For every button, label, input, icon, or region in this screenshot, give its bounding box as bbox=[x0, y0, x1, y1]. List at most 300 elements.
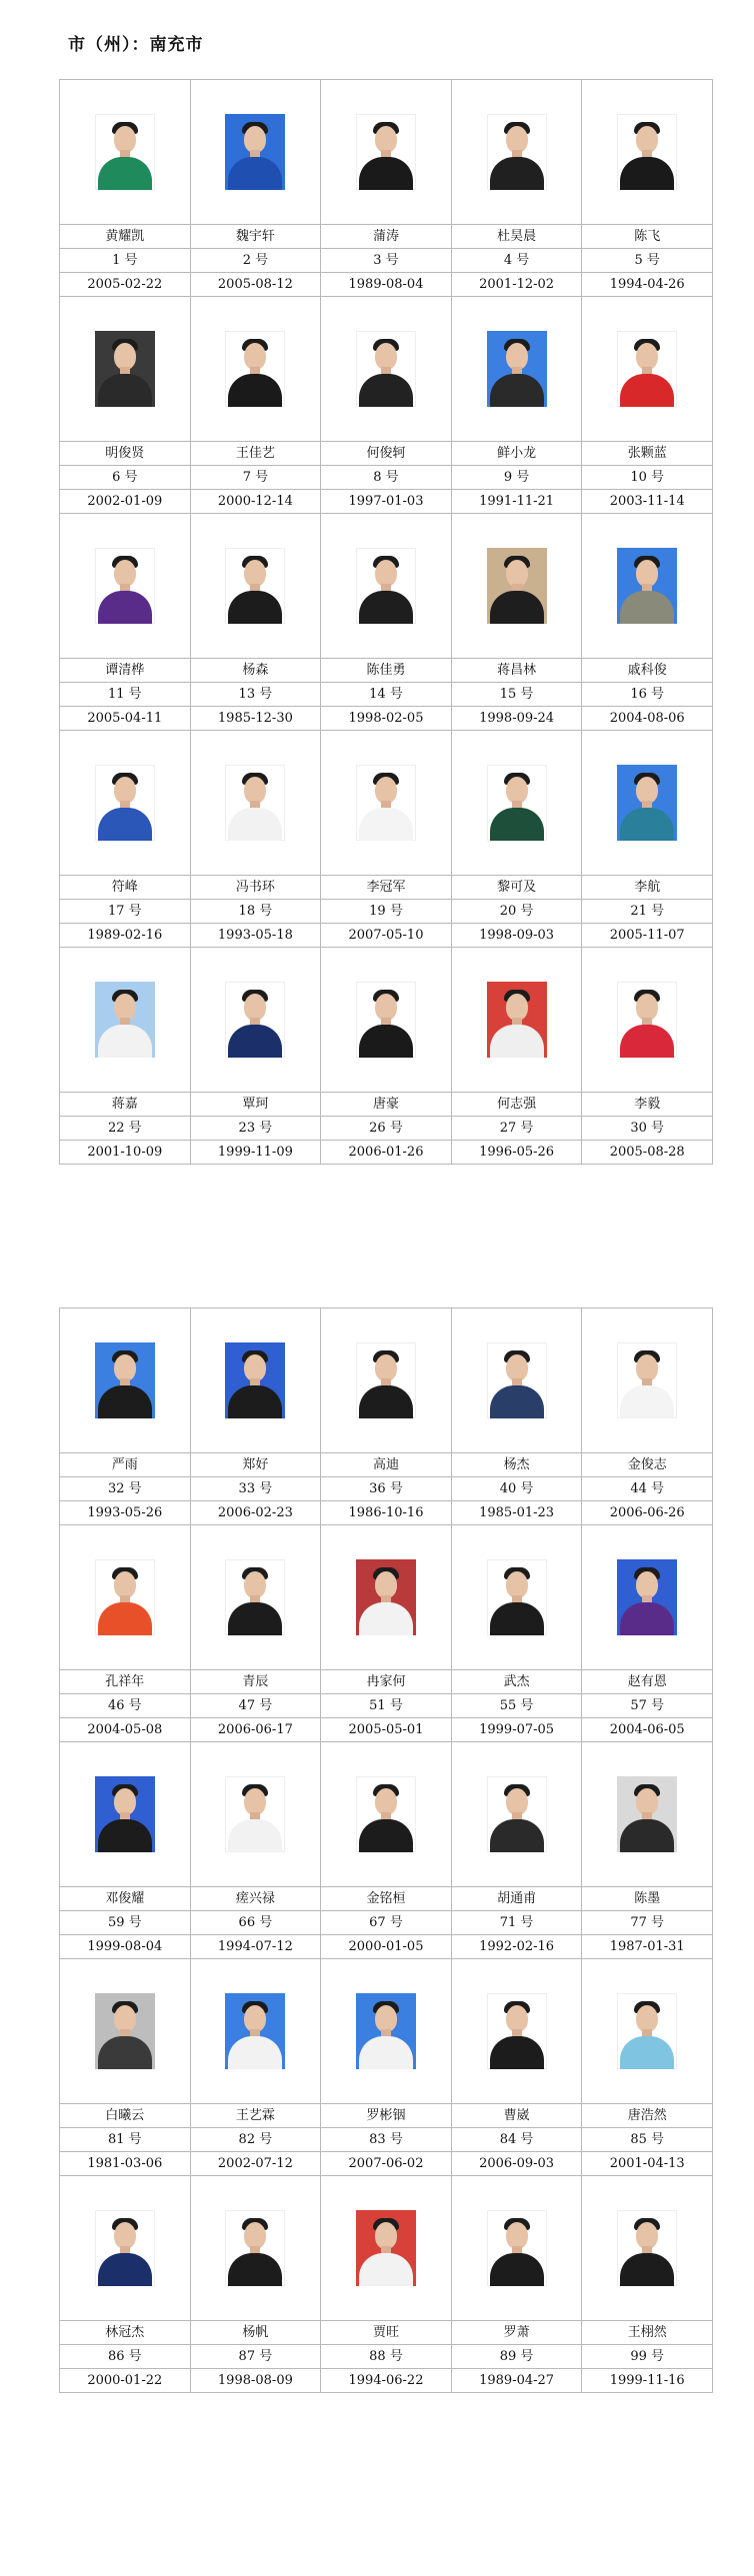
portrait-head bbox=[375, 1788, 397, 1815]
player-name: 白曦云 bbox=[60, 2104, 190, 2128]
player-number: 84 号 bbox=[452, 2128, 582, 2152]
player-number: 14 号 bbox=[321, 683, 451, 707]
player-number: 71 号 bbox=[452, 1911, 582, 1935]
portrait-head bbox=[506, 1788, 528, 1815]
player-name: 谭清桦 bbox=[60, 659, 190, 683]
player-name: 胡通甫 bbox=[452, 1887, 582, 1911]
player-dob: 2001-04-13 bbox=[609, 2156, 685, 2171]
player-photo bbox=[225, 331, 285, 407]
portrait-body bbox=[490, 2036, 544, 2069]
player-card bbox=[582, 1959, 713, 2176]
player-card bbox=[321, 80, 452, 297]
player-photo-cell bbox=[582, 1525, 712, 1670]
portrait-body bbox=[359, 1385, 413, 1418]
portrait-head bbox=[636, 126, 658, 153]
player-dob: 1987-01-31 bbox=[609, 1939, 685, 1954]
player-number: 82 号 bbox=[191, 2128, 321, 2152]
player-name: 贾旺 bbox=[321, 2321, 451, 2345]
player-photo bbox=[225, 1342, 285, 1418]
player-dob: 1993-05-26 bbox=[87, 1505, 163, 1520]
player-photo bbox=[356, 331, 416, 407]
portrait-head bbox=[244, 1571, 266, 1598]
player-name: 罗萧 bbox=[452, 2321, 582, 2345]
player-number: 21 号 bbox=[582, 900, 712, 924]
player-name: 符峰 bbox=[60, 876, 190, 900]
portrait-head bbox=[244, 1354, 266, 1381]
player-photo-cell bbox=[191, 1742, 321, 1887]
player-name: 蒲涛 bbox=[321, 225, 451, 249]
player-name: 蒋昌林 bbox=[452, 659, 582, 683]
player-photo bbox=[95, 1342, 155, 1418]
portrait-head bbox=[506, 994, 528, 1021]
player-photo-cell bbox=[582, 1742, 712, 1887]
player-dob: 1989-02-16 bbox=[87, 928, 163, 943]
player-photo-cell bbox=[60, 948, 190, 1093]
player-photo bbox=[617, 331, 677, 407]
player-number: 59 号 bbox=[60, 1911, 190, 1935]
portrait-head bbox=[636, 1354, 658, 1381]
player-dob: 1991-11-21 bbox=[479, 494, 555, 509]
portrait-body bbox=[359, 157, 413, 190]
player-photo bbox=[487, 1559, 547, 1635]
player-name: 李航 bbox=[582, 876, 712, 900]
player-number: 4 号 bbox=[452, 249, 582, 273]
player-photo bbox=[356, 2210, 416, 2286]
player-name: 邓俊耀 bbox=[60, 1887, 190, 1911]
portrait-head bbox=[506, 1354, 528, 1381]
portrait-body bbox=[620, 808, 674, 841]
player-number: 7 号 bbox=[191, 466, 321, 490]
portrait-head bbox=[114, 2222, 136, 2249]
player-number: 1 号 bbox=[60, 249, 190, 273]
portrait-body bbox=[228, 2253, 282, 2286]
player-name: 武杰 bbox=[452, 1670, 582, 1694]
player-dob: 1994-07-12 bbox=[217, 1939, 293, 1954]
player-name: 孔祥年 bbox=[60, 1670, 190, 1694]
portrait-head bbox=[244, 343, 266, 370]
player-card bbox=[452, 297, 583, 514]
player-number: 85 号 bbox=[582, 2128, 712, 2152]
portrait-head bbox=[375, 2005, 397, 2032]
player-dob: 1986-10-16 bbox=[348, 1505, 424, 1520]
player-dob: 1989-08-04 bbox=[348, 277, 424, 292]
player-photo-cell bbox=[452, 2176, 582, 2321]
player-photo-cell bbox=[452, 1742, 582, 1887]
player-name: 何俊轲 bbox=[321, 442, 451, 466]
portrait-body bbox=[228, 1025, 282, 1058]
player-number: 10 号 bbox=[582, 466, 712, 490]
portrait-body bbox=[98, 1025, 152, 1058]
player-dob: 1985-01-23 bbox=[479, 1505, 555, 1520]
player-number: 88 号 bbox=[321, 2345, 451, 2369]
player-card bbox=[452, 514, 583, 731]
player-dob: 1994-06-22 bbox=[348, 2373, 424, 2388]
portrait-head bbox=[114, 126, 136, 153]
portrait-head bbox=[375, 560, 397, 587]
player-photo bbox=[617, 982, 677, 1058]
player-card bbox=[452, 1742, 583, 1959]
player-dob: 2005-08-28 bbox=[609, 1145, 685, 1160]
player-photo bbox=[225, 548, 285, 624]
player-name: 王佳艺 bbox=[191, 442, 321, 466]
player-photo bbox=[95, 114, 155, 190]
player-photo-cell bbox=[321, 80, 451, 225]
player-number: 77 号 bbox=[582, 1911, 712, 1935]
player-name: 青辰 bbox=[191, 1670, 321, 1694]
player-photo bbox=[487, 2210, 547, 2286]
player-number: 17 号 bbox=[60, 900, 190, 924]
player-card bbox=[321, 1308, 452, 1525]
portrait-body bbox=[359, 1602, 413, 1635]
player-number: 2 号 bbox=[191, 249, 321, 273]
player-name: 陈墨 bbox=[582, 1887, 712, 1911]
portrait-head bbox=[375, 1571, 397, 1598]
player-photo bbox=[487, 765, 547, 841]
portrait-body bbox=[98, 157, 152, 190]
player-photo-cell bbox=[321, 297, 451, 442]
player-dob: 1993-05-18 bbox=[217, 928, 293, 943]
player-card bbox=[191, 2176, 322, 2393]
player-photo-cell bbox=[452, 1308, 582, 1453]
player-photo-cell bbox=[60, 731, 190, 876]
player-photo bbox=[617, 1993, 677, 2069]
player-number: 26 号 bbox=[321, 1117, 451, 1141]
player-photo-cell bbox=[582, 2176, 712, 2321]
player-name: 蒋嘉 bbox=[60, 1093, 190, 1117]
player-photo-cell bbox=[582, 948, 712, 1093]
player-photo-cell bbox=[582, 297, 712, 442]
portrait-body bbox=[228, 374, 282, 407]
player-photo-cell bbox=[191, 948, 321, 1093]
player-photo bbox=[487, 331, 547, 407]
player-card bbox=[321, 297, 452, 514]
player-card bbox=[452, 1525, 583, 1742]
player-photo-cell bbox=[191, 297, 321, 442]
player-dob: 1999-11-16 bbox=[609, 2373, 685, 2388]
player-name: 李毅 bbox=[582, 1093, 712, 1117]
player-photo bbox=[356, 1776, 416, 1852]
portrait-body bbox=[490, 374, 544, 407]
player-photo bbox=[95, 548, 155, 624]
portrait-head bbox=[375, 1354, 397, 1381]
player-number: 67 号 bbox=[321, 1911, 451, 1935]
player-card bbox=[60, 514, 191, 731]
player-card bbox=[191, 297, 322, 514]
portrait-head bbox=[375, 777, 397, 804]
player-dob: 1994-04-26 bbox=[609, 277, 685, 292]
player-photo-cell bbox=[582, 1308, 712, 1453]
player-card bbox=[582, 731, 713, 948]
portrait-head bbox=[114, 1354, 136, 1381]
player-dob: 2004-05-08 bbox=[87, 1722, 163, 1737]
player-photo-cell bbox=[191, 1959, 321, 2104]
player-photo bbox=[95, 982, 155, 1058]
player-photo-cell bbox=[452, 948, 582, 1093]
portrait-body bbox=[620, 2036, 674, 2069]
player-card bbox=[582, 2176, 713, 2393]
player-number: 30 号 bbox=[582, 1117, 712, 1141]
player-card bbox=[582, 297, 713, 514]
player-photo bbox=[356, 765, 416, 841]
player-photo bbox=[356, 1342, 416, 1418]
portrait-head bbox=[506, 1571, 528, 1598]
player-photo-cell bbox=[321, 1959, 451, 2104]
player-dob: 2006-06-26 bbox=[609, 1505, 685, 1520]
player-dob: 2005-04-11 bbox=[87, 711, 163, 726]
portrait-body bbox=[620, 1025, 674, 1058]
player-photo bbox=[487, 548, 547, 624]
portrait-body bbox=[490, 808, 544, 841]
player-card bbox=[321, 1959, 452, 2176]
player-card bbox=[321, 1525, 452, 1742]
player-card bbox=[191, 1525, 322, 1742]
player-photo bbox=[225, 765, 285, 841]
player-dob: 2007-06-02 bbox=[348, 2156, 424, 2171]
player-dob: 2000-01-05 bbox=[348, 1939, 424, 1954]
player-name: 金俊志 bbox=[582, 1453, 712, 1477]
player-photo bbox=[95, 765, 155, 841]
portrait-body bbox=[359, 374, 413, 407]
player-card bbox=[321, 514, 452, 731]
portrait-body bbox=[359, 591, 413, 624]
player-photo-cell bbox=[60, 297, 190, 442]
player-number: 46 号 bbox=[60, 1694, 190, 1718]
player-photo bbox=[225, 1776, 285, 1852]
player-photo-cell bbox=[60, 1742, 190, 1887]
player-dob: 1998-08-09 bbox=[217, 2373, 293, 2388]
player-photo-cell bbox=[452, 731, 582, 876]
portrait-head bbox=[114, 2005, 136, 2032]
portrait-head bbox=[244, 994, 266, 1021]
portrait-body bbox=[98, 2253, 152, 2286]
player-photo-cell bbox=[582, 731, 712, 876]
player-card bbox=[582, 948, 713, 1165]
portrait-head bbox=[506, 560, 528, 587]
portrait-body bbox=[359, 808, 413, 841]
player-name: 明俊贤 bbox=[60, 442, 190, 466]
player-photo-cell bbox=[452, 297, 582, 442]
portrait-head bbox=[244, 2222, 266, 2249]
player-dob: 1998-09-24 bbox=[479, 711, 555, 726]
portrait-head bbox=[114, 994, 136, 1021]
player-dob: 1997-01-03 bbox=[348, 494, 424, 509]
roster-table-page-1 bbox=[59, 79, 713, 1165]
player-photo bbox=[356, 548, 416, 624]
player-photo bbox=[487, 982, 547, 1058]
player-number: 5 号 bbox=[582, 249, 712, 273]
player-number: 9 号 bbox=[452, 466, 582, 490]
player-number: 87 号 bbox=[191, 2345, 321, 2369]
player-name: 王艺霖 bbox=[191, 2104, 321, 2128]
player-dob: 2005-05-01 bbox=[348, 1722, 424, 1737]
player-number: 6 号 bbox=[60, 466, 190, 490]
player-name: 唐豪 bbox=[321, 1093, 451, 1117]
portrait-head bbox=[636, 560, 658, 587]
player-photo-cell bbox=[452, 1959, 582, 2104]
player-dob: 2007-05-10 bbox=[348, 928, 424, 943]
player-number: 16 号 bbox=[582, 683, 712, 707]
portrait-body bbox=[490, 591, 544, 624]
player-number: 66 号 bbox=[191, 1911, 321, 1935]
player-card bbox=[191, 80, 322, 297]
player-card bbox=[60, 297, 191, 514]
player-photo bbox=[225, 114, 285, 190]
player-photo bbox=[95, 1559, 155, 1635]
player-number: 40 号 bbox=[452, 1477, 582, 1501]
portrait-head bbox=[114, 777, 136, 804]
player-photo bbox=[225, 1559, 285, 1635]
player-card bbox=[191, 1959, 322, 2176]
player-card bbox=[60, 1959, 191, 2176]
player-name: 冉家何 bbox=[321, 1670, 451, 1694]
player-photo bbox=[487, 1342, 547, 1418]
portrait-head bbox=[375, 994, 397, 1021]
player-card bbox=[321, 1742, 452, 1959]
portrait-body bbox=[490, 1819, 544, 1852]
portrait-head bbox=[114, 343, 136, 370]
player-card bbox=[582, 1308, 713, 1525]
portrait-body bbox=[490, 1025, 544, 1058]
player-photo-cell bbox=[191, 1308, 321, 1453]
player-photo-cell bbox=[60, 1308, 190, 1453]
player-name: 罗彬铟 bbox=[321, 2104, 451, 2128]
player-card bbox=[191, 948, 322, 1165]
player-card bbox=[191, 1742, 322, 1959]
portrait-body bbox=[359, 2036, 413, 2069]
player-photo bbox=[617, 2210, 677, 2286]
player-dob: 1989-04-27 bbox=[479, 2373, 555, 2388]
player-number: 86 号 bbox=[60, 2345, 190, 2369]
player-photo-cell bbox=[321, 1308, 451, 1453]
portrait-head bbox=[244, 560, 266, 587]
player-name: 覃珂 bbox=[191, 1093, 321, 1117]
player-number: 36 号 bbox=[321, 1477, 451, 1501]
player-photo-cell bbox=[60, 80, 190, 225]
player-dob: 1999-11-09 bbox=[217, 1145, 293, 1160]
player-dob: 2004-08-06 bbox=[609, 711, 685, 726]
portrait-head bbox=[114, 1788, 136, 1815]
player-dob: 2002-07-12 bbox=[217, 2156, 293, 2171]
player-photo-cell bbox=[60, 1959, 190, 2104]
player-photo-cell bbox=[191, 1525, 321, 1670]
player-photo-cell bbox=[582, 1959, 712, 2104]
player-photo bbox=[356, 982, 416, 1058]
player-card bbox=[60, 1308, 191, 1525]
player-photo-cell bbox=[321, 1742, 451, 1887]
player-dob: 1985-12-30 bbox=[217, 711, 293, 726]
player-card bbox=[191, 514, 322, 731]
player-number: 57 号 bbox=[582, 1694, 712, 1718]
portrait-head bbox=[636, 994, 658, 1021]
player-photo bbox=[617, 765, 677, 841]
player-number: 3 号 bbox=[321, 249, 451, 273]
player-name: 杨帆 bbox=[191, 2321, 321, 2345]
player-dob: 2006-01-26 bbox=[348, 1145, 424, 1160]
player-name: 高迪 bbox=[321, 1453, 451, 1477]
portrait-head bbox=[375, 2222, 397, 2249]
player-name: 黎可及 bbox=[452, 876, 582, 900]
player-photo bbox=[617, 114, 677, 190]
player-number: 15 号 bbox=[452, 683, 582, 707]
portrait-body bbox=[98, 374, 152, 407]
player-dob: 2003-11-14 bbox=[609, 494, 685, 509]
portrait-body bbox=[620, 2253, 674, 2286]
player-dob: 2002-01-09 bbox=[87, 494, 163, 509]
player-card bbox=[582, 1742, 713, 1959]
portrait-body bbox=[228, 1602, 282, 1635]
player-dob: 1996-05-26 bbox=[479, 1145, 555, 1160]
player-dob: 2005-11-07 bbox=[609, 928, 685, 943]
player-photo bbox=[617, 1559, 677, 1635]
player-photo bbox=[356, 1559, 416, 1635]
portrait-head bbox=[506, 2005, 528, 2032]
portrait-body bbox=[620, 1385, 674, 1418]
player-name: 王栩然 bbox=[582, 2321, 712, 2345]
player-name: 杨杰 bbox=[452, 1453, 582, 1477]
page-title: 市（州）：南充市 bbox=[68, 35, 204, 55]
player-dob: 2000-01-22 bbox=[87, 2373, 163, 2388]
player-number: 89 号 bbox=[452, 2345, 582, 2369]
portrait-body bbox=[228, 1819, 282, 1852]
player-photo-cell bbox=[452, 80, 582, 225]
portrait-head bbox=[506, 2222, 528, 2249]
portrait-body bbox=[490, 2253, 544, 2286]
portrait-head bbox=[636, 777, 658, 804]
portrait-body bbox=[359, 2253, 413, 2286]
player-photo bbox=[225, 982, 285, 1058]
player-dob: 2001-12-02 bbox=[479, 277, 555, 292]
player-dob: 1999-08-04 bbox=[87, 1939, 163, 1954]
player-number: 13 号 bbox=[191, 683, 321, 707]
player-name: 金铭桓 bbox=[321, 1887, 451, 1911]
portrait-head bbox=[375, 343, 397, 370]
portrait-head bbox=[244, 777, 266, 804]
player-photo-cell bbox=[191, 80, 321, 225]
player-card bbox=[452, 948, 583, 1165]
portrait-head bbox=[636, 2005, 658, 2032]
player-photo-cell bbox=[60, 514, 190, 659]
player-name: 曹崴 bbox=[452, 2104, 582, 2128]
player-photo-cell bbox=[452, 514, 582, 659]
player-name: 戚科俊 bbox=[582, 659, 712, 683]
player-photo-cell bbox=[321, 948, 451, 1093]
player-number: 55 号 bbox=[452, 1694, 582, 1718]
player-photo-cell bbox=[191, 514, 321, 659]
player-number: 8 号 bbox=[321, 466, 451, 490]
portrait-head bbox=[244, 2005, 266, 2032]
player-number: 22 号 bbox=[60, 1117, 190, 1141]
player-card bbox=[582, 80, 713, 297]
player-photo-cell bbox=[321, 514, 451, 659]
player-photo bbox=[356, 1993, 416, 2069]
player-name: 赵有恩 bbox=[582, 1670, 712, 1694]
portrait-body bbox=[490, 1602, 544, 1635]
player-card bbox=[452, 80, 583, 297]
portrait-head bbox=[636, 343, 658, 370]
player-number: 99 号 bbox=[582, 2345, 712, 2369]
portrait-head bbox=[244, 1788, 266, 1815]
player-card bbox=[191, 1308, 322, 1525]
player-number: 19 号 bbox=[321, 900, 451, 924]
player-dob: 1998-09-03 bbox=[479, 928, 555, 943]
player-dob: 1999-07-05 bbox=[479, 1722, 555, 1737]
portrait-body bbox=[620, 1602, 674, 1635]
portrait-body bbox=[359, 1025, 413, 1058]
player-dob: 2006-06-17 bbox=[217, 1722, 293, 1737]
player-card bbox=[60, 731, 191, 948]
player-name: 何志强 bbox=[452, 1093, 582, 1117]
portrait-body bbox=[98, 2036, 152, 2069]
